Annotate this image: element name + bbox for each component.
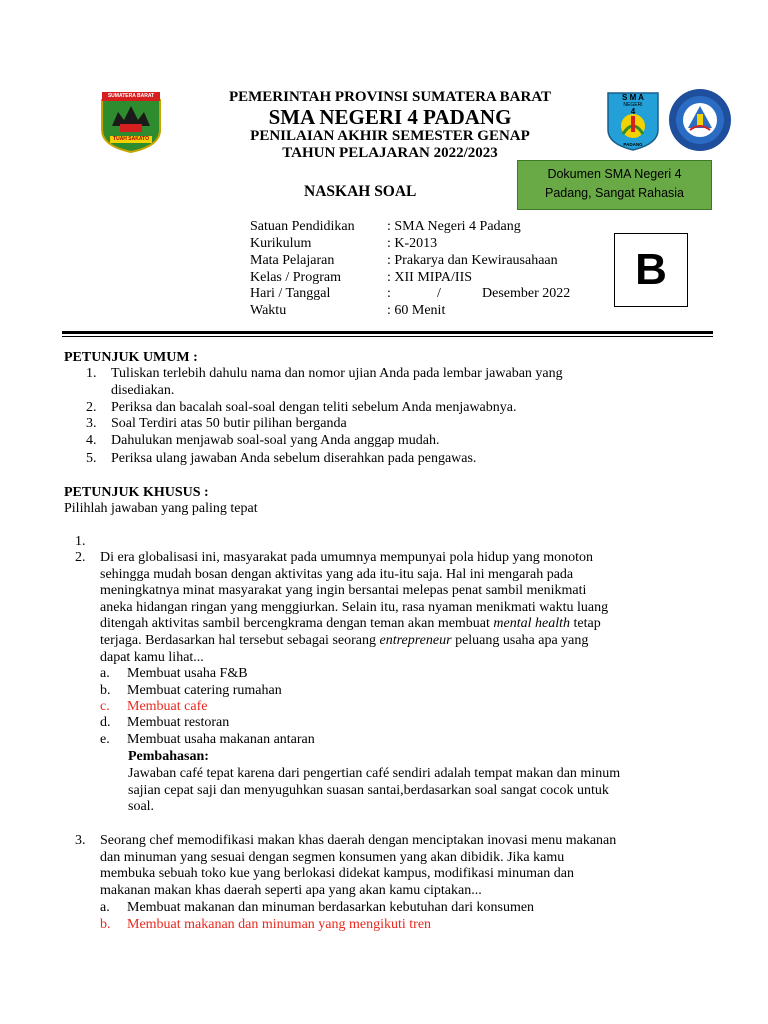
info-value: : <box>387 286 391 301</box>
info-label: Mata Pelajaran <box>250 253 335 268</box>
option-letter: c. <box>100 699 110 714</box>
answer-option[interactable] <box>100 666 500 683</box>
header-academic-year: TAHUN PELAJARAN 2022/2023 <box>282 145 498 161</box>
info-label: Waktu <box>250 303 287 318</box>
info-label: Hari / Tanggal <box>250 286 331 301</box>
option-text: Membuat restoran <box>127 715 230 730</box>
discussion-line: Jawaban café tepat karena dari pengertian café sendiri adalah tempat makan dan minum <box>128 766 621 781</box>
question-3-text <box>100 833 674 899</box>
question-line: makanan makan khas daerah seperti apa yang akan kamu ciptakan... <box>100 882 482 898</box>
header-divider-thin <box>62 336 713 337</box>
question-line: dapat kamu lihat... <box>100 649 204 665</box>
list-item-number: 2. <box>86 400 97 415</box>
list-item-number: 3. <box>86 416 97 431</box>
question-line <box>100 633 674 650</box>
option-letter: e. <box>100 732 110 747</box>
question-line: membuka sebuah toko kue yang berlokasi didekat kampus, modifikasi minuman dan <box>100 866 574 882</box>
list-item <box>86 433 646 450</box>
option-text: Membuat usaha F&B <box>127 666 248 681</box>
province-logo-top-text: SUMATERA BARAT <box>107 93 155 99</box>
header-school-name: SMA NEGERI 4 PADANG <box>268 105 512 129</box>
answer-option-correct[interactable] <box>100 699 500 716</box>
school-logo-number: 4 <box>630 107 636 116</box>
question-2-text <box>100 550 674 666</box>
option-text: Membuat makanan dan minuman berdasarkan kebutuhan dari konsumen <box>127 900 535 915</box>
education-ministry-logo <box>668 88 732 152</box>
option-text: Membuat makanan dan minuman yang mengikuti tren <box>127 917 432 932</box>
question-line <box>100 616 674 633</box>
answer-option-correct[interactable] <box>100 917 660 934</box>
question-number: 3. <box>75 833 86 848</box>
info-value: : K-2013 <box>387 236 438 251</box>
option-text: Membuat usaha makanan antaran <box>127 732 315 747</box>
option-letter: a. <box>100 666 110 681</box>
list-item-text: Dahulukan menjawab soal-soal yang Anda anggap mudah. <box>111 433 440 448</box>
page-title: NASKAH SOAL <box>304 183 417 200</box>
header-exam-name: PENILAIAN AKHIR SEMESTER GENAP <box>250 128 530 144</box>
special-instructions-text: Pilihlah jawaban yang paling tepat <box>64 501 258 516</box>
question-line-text: tetap <box>570 616 601 632</box>
option-letter: a. <box>100 900 110 915</box>
question-line: aneka hidangan ringan yang menggiurkan. Selain itu, rasa nyaman menikmati waktu luang <box>100 599 609 615</box>
header-line-government: PEMERINTAH PROVINSI SUMATERA BARAT <box>228 89 552 105</box>
info-value: : XII MIPA/IIS <box>387 270 473 285</box>
discussion-label: Pembahasan: <box>128 749 209 764</box>
info-value-separator: / <box>437 286 441 301</box>
list-item-text: Periksa dan bacalah soal-soal dengan teliti sebelum Anda menjawabnya. <box>111 400 517 415</box>
province-logo <box>96 90 166 154</box>
discussion-text <box>128 766 674 816</box>
school-logo-mid-text: NEGERI <box>623 102 643 108</box>
option-letter: b. <box>100 683 111 698</box>
option-text: Membuat cafe <box>127 699 208 714</box>
answer-option[interactable] <box>100 683 500 700</box>
option-letter: d. <box>100 715 111 730</box>
question-emphasis: entrepreneur <box>379 632 452 648</box>
question-line: meningkatnya minat masyarakat yang ingin bersantai melepas penat sambil menikmati <box>100 583 587 599</box>
option-text: Membuat catering rumahan <box>127 683 282 698</box>
list-item-number: 1. <box>86 366 97 381</box>
confidential-notice <box>517 160 712 210</box>
discussion-line: sajian cepat saji dan menyuguhkan suasan santai,berdasarkan soal sangat cocok untuk <box>128 782 609 798</box>
question-line: Seorang chef memodifikasi makan khas daerah dengan menciptakan inovasi menu makanan <box>100 833 617 848</box>
answer-option[interactable] <box>100 900 660 917</box>
school-logo-bottom-text: PADANG <box>623 142 643 147</box>
question-line-text: ditengah aktivitas sambil bercengkrama dengan teman akan membuat <box>100 616 494 632</box>
info-label: Kelas / Program <box>250 270 341 285</box>
list-item <box>86 366 646 383</box>
info-label: Kurikulum <box>250 236 312 251</box>
list-item <box>86 400 646 417</box>
list-item-continuation: disediakan. <box>111 383 175 398</box>
special-instructions-heading: PETUNJUK KHUSUS : <box>64 485 209 500</box>
school-logo <box>605 90 661 152</box>
school-logo-top-text: S M A <box>622 93 644 102</box>
list-item <box>86 416 646 433</box>
option-letter: b. <box>100 917 111 932</box>
confidential-notice-line2: Padang, Sangat Rahasia <box>545 186 684 200</box>
question-line: sehingga mudah bosan dengan aktivitas yang ada itu-itu saja. Hal ini mengarah pada <box>100 566 574 582</box>
list-item-text: Tuliskan terlebih dahulu nama dan nomor ujian Anda pada lembar jawaban yang <box>111 366 563 381</box>
list-item-number: 4. <box>86 433 97 448</box>
list-item-text: Periksa ulang jawaban Anda sebelum diserahkan pada pengawas. <box>111 451 477 466</box>
question-line-text: peluang usaha apa yang <box>451 632 589 648</box>
info-value-month: Desember 2022 <box>482 286 571 301</box>
list-item-text: Soal Terdiri atas 50 butir pilihan berganda <box>111 416 347 431</box>
discussion-line: soal. <box>128 799 155 815</box>
question-line-text: terjaga. Berdasarkan hal tersebut sebagai seorang <box>100 632 380 648</box>
province-logo-bottom-text: TUAH SAKATO <box>113 136 149 142</box>
question-number: 1. <box>75 534 86 549</box>
list-item-number: 5. <box>86 451 97 466</box>
confidential-notice-line1: Dokumen SMA Negeri 4 <box>547 167 682 181</box>
general-instructions-heading: PETUNJUK UMUM : <box>64 350 198 365</box>
question-line: Di era globalisasi ini, masyarakat pada umumnya mempunyai pola hidup yang monoton <box>100 550 594 565</box>
question-number: 2. <box>75 550 86 565</box>
answer-option[interactable] <box>100 715 500 732</box>
header-divider <box>62 331 713 334</box>
info-value: : Prakarya dan Kewirausahaan <box>387 253 558 268</box>
exam-version-box: B <box>614 233 688 307</box>
answer-option[interactable] <box>100 732 500 749</box>
info-value: : SMA Negeri 4 Padang <box>387 219 521 234</box>
info-value: : 60 Menit <box>387 303 446 318</box>
question-line: dan minuman yang sesuai dengan segmen konsumen yang akan dibidik. Jika kamu <box>100 849 565 865</box>
question-emphasis: mental health <box>493 616 571 632</box>
list-item <box>86 451 646 468</box>
info-label: Satuan Pendidikan <box>250 219 355 234</box>
